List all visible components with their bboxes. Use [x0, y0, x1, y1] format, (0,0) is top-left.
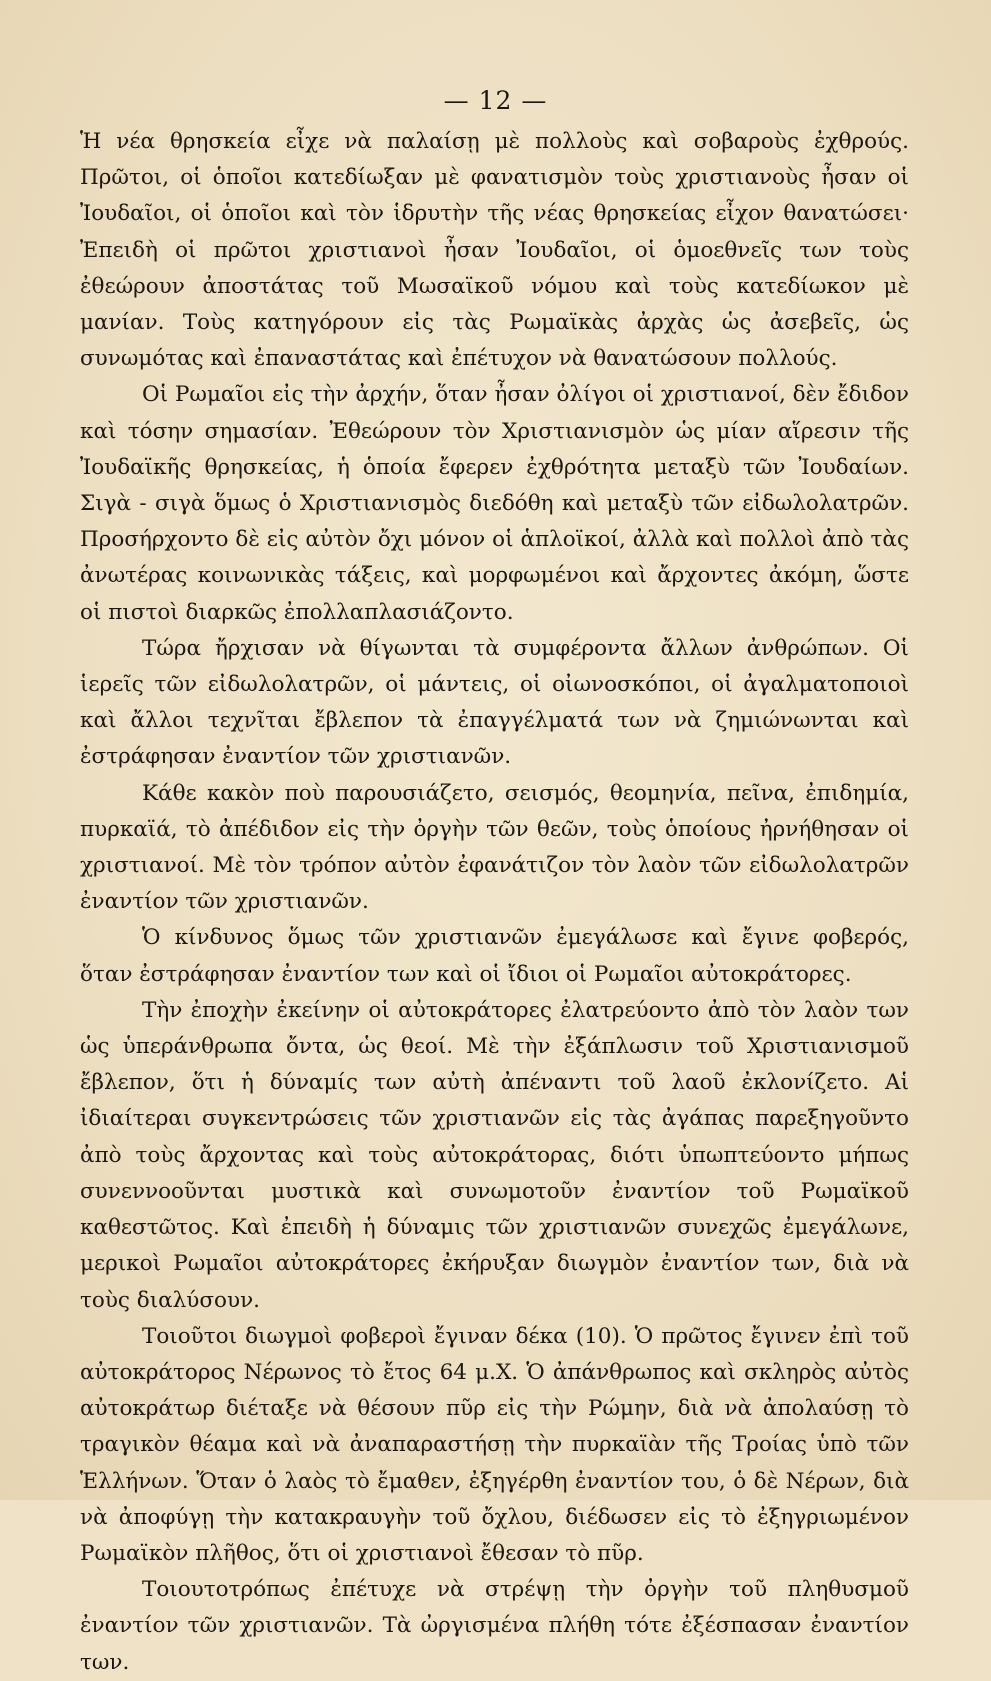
- paragraph-8: Τοιουτοτρόπως ἐπέτυχε νὰ στρέψῃ τὴν ὀργὴν τοῦ πληθυσμοῦ ἐναντίον τῶν χριστιανῶν. Τὰ ὠργισμένα πλήθη τότε ἐξέσπασαν ἐναντίον των.: [80, 1577, 909, 1675]
- body-text: [80, 124, 909, 1681]
- paragraph-5: Ὁ κίνδυνος ὅμως τῶν χριστιανῶν ἐμεγάλωσε καὶ ἔγινε φοβερός, ὅταν ἐστράφησαν ἐναντίον των καὶ οἱ ἴδιοι οἱ Ρωμαῖοι αὐτοκράτορες.: [80, 925, 909, 987]
- paragraph-3: Τώρα ἤρχισαν νὰ θίγωνται τὰ συμφέροντα ἄλλων ἀνθρώπων. Οἱ ἱερεῖς τῶν εἰδωλολατρῶν, οἱ μάντεις, οἱ οἰωνοσκόποι, οἱ ἀγαλματοποιοὶ καὶ ἄλλοι τεχνῖται ἔβλεπον τὰ ἐπαγγέλματά των νὰ ζημιώνωνται καὶ ἐστράφησαν ἐναντίον τῶν χριστιανῶν.: [80, 635, 909, 770]
- paragraph-4: Κάθε κακὸν ποὺ παρουσιάζετο, σεισμός, θεομηνία, πεῖνα, ἐπιδημία, πυρκαϊά, τὸ ἀπέδιδον εἰς τὴν ὀργὴν τῶν θεῶν, τοὺς ὁποίους ἠρνήθησαν οἱ χριστιανοί. Μὲ τὸν τρόπον αὐτὸν ἐφανάτιζον τὸν λαὸν τῶν εἰδωλολατρῶν ἐναντίον τῶν χριστιανῶν.: [80, 780, 909, 915]
- paragraph-1: Ἡ νέα θρησκεία εἶχε νὰ παλαίσῃ μὲ πολλοὺς καὶ σοβαροὺς ἐχθρούς. Πρῶτοι, οἱ ὁποῖοι κατεδίωξαν μὲ φανατισμὸν τοὺς χριστιανοὺς ἦσαν οἱ Ἰουδαῖοι, οἱ ὁποῖοι καὶ τὸν ἱδρυτὴν τῆς νέας θρησκείας εἶχον θανατώσει· Ἐπειδὴ οἱ πρῶτοι χριστιανοὶ ἦσαν Ἰουδαῖοι, οἱ ὁμοεθνεῖς των τοὺς ἐθεώρουν ἀποστάτας τοῦ Μωσαϊκοῦ νόμου καὶ τοὺς κατεδίωκον μὲ μανίαν. Τοὺς κατηγόρουν εἰς τὰς Ρωμαϊκὰς ἀρχὰς ὡς ἀσεβεῖς, ὡς συνωμότας καὶ ἐπαναστάτας καὶ ἐπέτυχον νὰ θανατώσουν πολλούς.: [80, 129, 909, 372]
- paragraph-7: Τοιοῦτοι διωγμοὶ φοβεροὶ ἔγιναν δέκα (10). Ὁ πρῶτος ἔγινεν ἐπὶ τοῦ αὐτοκράτορος Νέρωνος τὸ ἔτος 64 μ.Χ. Ὁ ἀπάνθρωπος καὶ σκληρὸς αὐτὸς αὐτοκράτωρ διέταξε νὰ θέσουν πῦρ εἰς τὴν Ρώμην, διὰ νὰ ἀπολαύσῃ τὸ τραγικὸν θέαμα καὶ νὰ ἀναπαραστήσῃ τὴν πυρκαϊὰν τῆς Τροίας ὑπὸ τῶν Ἑλλήνων. Ὅταν ὁ λαὸς τὸ ἔμαθεν, ἐξηγέρθη ἐναντίον του, ὁ δὲ Νέρων, διὰ νὰ ἀποφύγῃ τὴν κατακραυγὴν τοῦ ὄχλου, διέδωσεν εἰς τὸ ἐξηγριωμένον Ρωμαϊκὸν πλῆθος, ὅτι οἱ χριστιανοὶ ἔθεσαν τὸ πῦρ.: [80, 1323, 909, 1566]
- paragraph-6: Τὴν ἐποχὴν ἐκείνην οἱ αὐτοκράτορες ἐλατρεύοντο ἀπὸ τὸν λαὸν των ὡς ὑπεράνθρωπα ὄντα, ὡς θεοί. Μὲ τὴν ἐξάπλωσιν τοῦ Χριστιανισμοῦ ἔβλεπον, ὅτι ἡ δύναμίς των αὐτὴ ἀπέναντι τοῦ λαοῦ ἐκλονίζετο. Αἱ ἰδιαίτεραι συγκεντρώσεις τῶν χριστιανῶν εἰς τὰς ἀγάπας παρεξηγοῦντο ἀπὸ τοὺς ἄρχοντας καὶ τοὺς αὐτοκράτορας, διότι ὑπωπτεύοντο μήπως συνεννοοῦνται μυστικὰ καὶ συνωμοτοῦν ἐναντίον τοῦ Ρωμαϊκοῦ καθεστῶτος. Καὶ ἐπειδὴ ἡ δύναμις τῶν χριστιανῶν συνεχῶς ἐμεγάλωνε, μερικοὶ Ρωμαῖοι αὐτοκράτορες ἐκήρυξαν διωγμὸν ἐναντίον των, διὰ νὰ τοὺς διαλύσουν.: [80, 997, 909, 1313]
- paragraph-2: Οἱ Ρωμαῖοι εἰς τὴν ἀρχήν, ὅταν ἦσαν ὀλίγοι οἱ χριστιανοί, δὲν ἔδιδον καὶ τόσην σημασίαν. Ἐθεώρουν τὸν Χριστιανισμὸν ὡς μίαν αἵρεσιν τῆς Ἰουδαϊκῆς θρησκείας, ἡ ὁποία ἔφερεν ἐχθρότητα μεταξὺ τῶν Ἰουδαίων. Σιγὰ - σιγὰ ὅμως ὁ Χριστιανισμὸς διεδόθη καὶ μεταξὺ τῶν εἰδωλολατρῶν. Προσήρχοντο δὲ εἰς αὐτὸν ὄχι μόνον οἱ ἁπλοϊκοί, ἀλλὰ καὶ πολλοὶ ἀπὸ τὰς ἀνωτέρας κοινωνικὰς τάξεις, καὶ μορφωμένοι καὶ ἄρχοντες ἀκόμη, ὥστε οἱ πιστοὶ διαρκῶς ἐπολλαπλασιάζοντο.: [80, 382, 909, 625]
- page-number: — 12 —: [443, 86, 548, 115]
